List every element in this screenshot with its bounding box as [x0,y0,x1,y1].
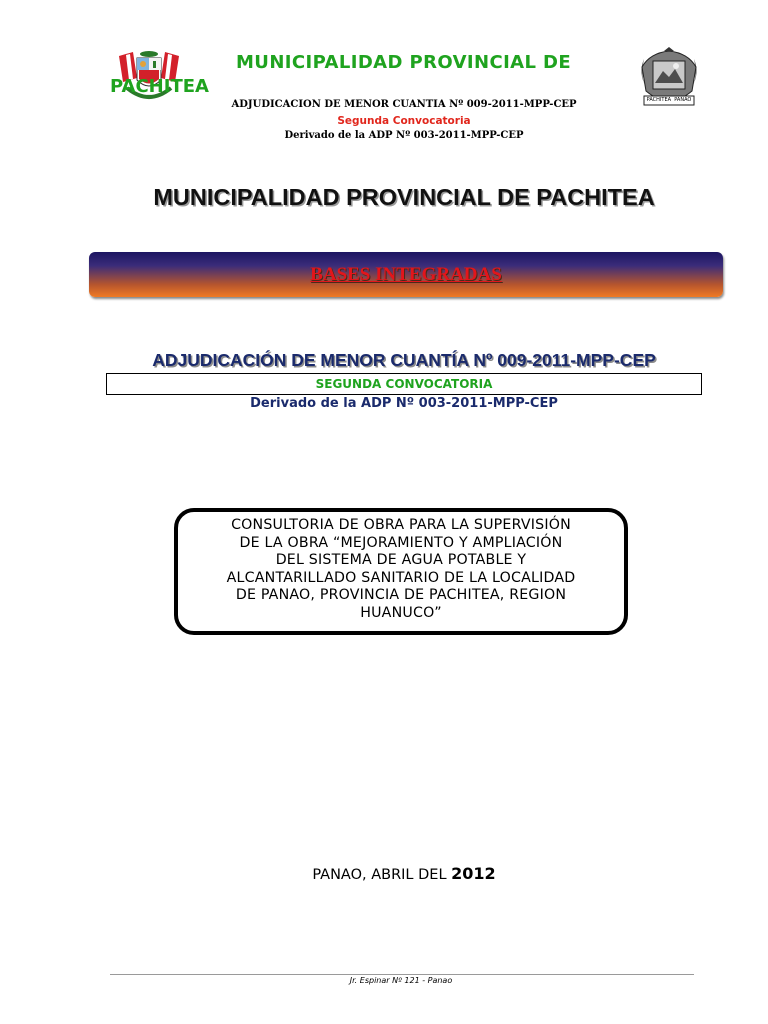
date-prefix: PANAO, ABRIL DEL [312,867,452,883]
derivado-text: Derivado de la ADP Nº 003-2011-MPP-CEP [250,396,558,411]
footer-divider [110,974,694,975]
object-line: HUANUCO” [360,604,442,621]
object-line: DE LA OBRA “MEJORAMIENTO Y AMPLIACIÓN [239,534,563,551]
header-derivado-line: Derivado de la ADP Nº 003-2011-MPP-CEP [284,130,524,141]
date-line [0,864,768,883]
object-line: DEL SISTEMA DE AGUA POTABLE Y [275,552,527,568]
object-line: DE PANAO, PROVINCIA DE PACHITEA, REGION [235,587,567,603]
convocatoria-text: SEGUNDA CONVOCATORIA [315,377,493,391]
object-line: ALCANTARILLADO SANITARIO DE LA LOCALIDAD [226,569,576,586]
main-title: MUNICIPALIDAD PROVINCIAL DE PACHITEA [153,184,655,210]
header-convocatoria-line: Segunda Convocatoria [337,115,471,127]
object-line: CONSULTORIA DE OBRA PARA LA SUPERVISIÓN [231,517,571,533]
adjudicacion-title: ADJUDICACIÓN DE MENOR CUANTÍA Nº 009-2011-MPP-CEP [152,350,656,370]
bases-banner-text: BASES INTEGRADAS [310,264,502,285]
header-adjudicacion-line: ADJUDICACION DE MENOR CUANTIA Nº 009-2011-MPP-CEP [231,99,577,110]
header-title-line-1: MUNICIPALIDAD PROVINCIAL DE [236,52,572,73]
seal-ribbon-text: PACHITEA PANAO [646,97,692,103]
header-title-line-2: PACHITEA [110,76,209,97]
date-year: 2012 [451,864,496,883]
footer-address: Jr. Espinar Nº 121 - Panao [349,976,453,985]
object-description [182,517,620,622]
pachitea-seal-icon [636,47,702,109]
